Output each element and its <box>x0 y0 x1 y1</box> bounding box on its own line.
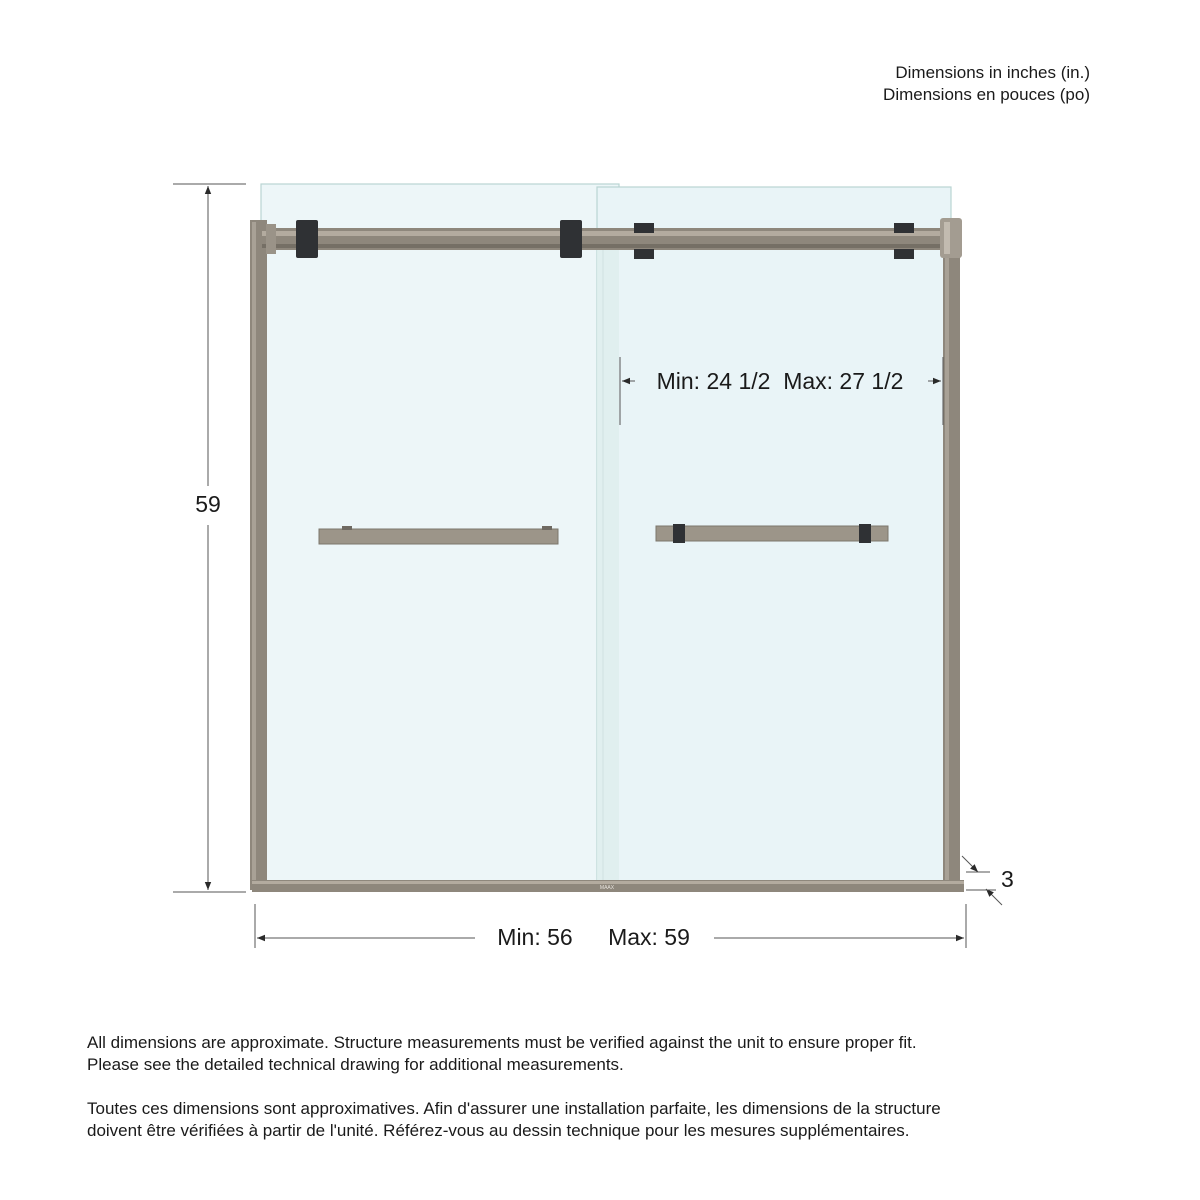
left-towel-bar <box>319 529 558 544</box>
notes-en-line2: Please see the detailed technical drawing for additional measurements. <box>87 1055 624 1074</box>
notes-fr <box>87 1098 1107 1142</box>
depth-dimension <box>962 856 1002 905</box>
brand-mark: MAAX <box>599 885 615 891</box>
width-max-label: Max: 59 <box>608 924 690 950</box>
width-min-label: Min: 56 <box>497 924 573 950</box>
depth-label: 3 <box>1001 866 1014 892</box>
roller-right-1 <box>634 223 654 233</box>
rail-end-cap-left <box>266 224 276 254</box>
notes <box>87 1032 1107 1164</box>
height-label: 59 <box>195 491 221 517</box>
right-towel-bar <box>656 526 888 541</box>
door-opening-label: Min: 24 1/2 Max: 27 1/2 <box>656 368 904 394</box>
height-dimension <box>173 184 246 892</box>
roller-left-1 <box>296 220 318 258</box>
notes-en <box>87 1032 1107 1076</box>
units-note-fr: Dimensions en pouces (po) <box>883 85 1090 104</box>
glass-overlap-edge <box>597 250 619 882</box>
roller-right-2 <box>894 223 914 233</box>
roller-left-2 <box>560 220 582 258</box>
notes-en-line1: All dimensions are approximate. Structure measurements must be verified against the unit to ensure proper fit. <box>87 1033 917 1052</box>
notes-fr-line2: doivent être vérifiées à partir de l'unité. Référez-vous au dessin technique pour les mesures supplémentaires. <box>87 1121 910 1140</box>
notes-fr-line1: Toutes ces dimensions sont approximatives. Afin d'assurer une installation parfaite, les dimensions de la structure <box>87 1099 941 1118</box>
units-note-en: Dimensions in inches (in.) <box>895 63 1090 82</box>
rail-end-cap-right <box>940 218 962 258</box>
